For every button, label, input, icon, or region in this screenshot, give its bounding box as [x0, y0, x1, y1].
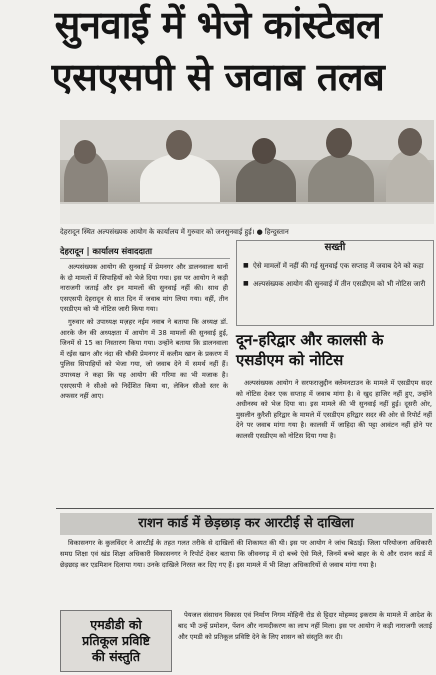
- ration-story-body: [60, 538, 432, 571]
- section-divider: [56, 508, 434, 509]
- headline-line-2: एसएसपी से जवाब तलब: [51, 55, 385, 99]
- sdm-notice-paragraph: अल्पसंख्यक आयोग ने सरफराजुद्दीन क्लेमनटाउन के मामले में एसडीएम सदर को नोटिस देकर एक सप्ताह में जवाब मांगा है। वे खुद हाजिर नहीं हुए, उन्होंने अधीनस्थ को भेज दिया था। इस मामले की भी सुनवाई नहीं हुई। दूसरी ओर, मुसलीन कुरैशी हरिद्वार के मामले में एसडीएम हरिद्वार सदर की ओर से रिपोर्ट नहीं देने पर जवाब मांगा गया है। कालसी में जाहिदा की पट्टा आवंटन नहीं होने पर कालसी एसडीएम को नोटिस दिया गया है।: [236, 379, 432, 440]
- main-story-body: [60, 262, 228, 404]
- photo-head: [166, 130, 192, 160]
- dateline: देहरादून | कार्यालय संवाददाता: [60, 244, 230, 259]
- ration-headline-band: [60, 513, 432, 535]
- photo-head: [326, 128, 352, 158]
- sdm-notice-body: [236, 378, 432, 442]
- photo-caption: देहरादून स्थित अल्पसंख्यक आयोग के कार्यालय में गुरुवार को जनसुनवाई हुई। ● हिन्दुस्तान: [60, 228, 289, 236]
- photo-head: [252, 138, 276, 164]
- main-story-paragraph: अल्पसंख्यक आयोग की सुनवाई में प्रेमनगर और डालनवाला थानों के दो मामलों में सिपाहियों को भेजे दिया गया। इस पर आयोग ने कड़ी नाराजगी जताई और इन मामलों की सुनवाई नहीं की। साथ ही एसएसपी देहरादून से सात दिन में जवाब मांग लिया गया। वहीं, तीन एसडीएम को भी नोटिस जारी किया गया।: [60, 263, 228, 314]
- mdda-headline-line: एमडीडी को: [90, 617, 142, 632]
- sakhti-bullet: ■ ऐसे मामलों में नहीं की गई सुनवाई एक सप्ताह में जवाब देने को कहा: [243, 261, 427, 271]
- mdda-story-body: [178, 610, 432, 643]
- mdda-headline-line: प्रतिकूल प्रविष्टि: [82, 633, 150, 648]
- sakhti-title: सख्ती: [324, 242, 346, 253]
- photo-head: [74, 140, 96, 164]
- sakhti-bullet: ■ अल्पसंख्यक आयोग की सुनवाई में तीन एसडीएम को भी नोटिस जारी: [243, 279, 427, 289]
- photo-head: [398, 128, 422, 156]
- ration-story-paragraph: विकासनगर के कुलविंदर ने आरटीई के तहत गलत तरीके से दाखिलों की शिकायत की थी। इस पर आयोग ने जांच बिठाई। जिला परियोजना अधिकारी समग्र शिक्षा एवं खंड शिक्षा अधिकारी विकासनगर ने रिपोर्ट देकर बताया कि जीवनगढ़ में दो बच्चे ऐसे मिले, जिनमें बच्चे बाहर के थे और राशन कार्ड में छेड़छाड़ कर एडमिशन दिलाया गया। उनके दाखिले निरस्त कर दिए गए हैं। इस मामले में भी शिक्षा अधिकारियों से जवाब मांगा गया है।: [60, 539, 432, 569]
- mdda-headline-line: की संस्तुति: [92, 649, 140, 664]
- photo-table: [60, 202, 434, 224]
- sakhti-box: [236, 240, 434, 326]
- mdda-headline-box: [60, 610, 172, 672]
- main-story-paragraph: गुरुवार को उपाध्यक्ष मज़हर नईम नवाब ने बताया कि अध्यक्ष डॉ. आरके जैन की अध्यक्षता में आयोग में 38 मामलों की सुनवाई हुई, जिनमें से 15 का निस्तारण किया गया। उन्होंने बताया कि डालनवाला में रईस खान और नंदा की चौकी प्रेमनगर में कलीम खान के प्रकरण में पुलिस सिपाहियों को भेजा गया, जो जवाब देने में समर्थ नहीं हैं। उपाध्यक्ष ने कहा कि यह आयोग की गरिमा का भी मजाक है। एसएसपी ने सीओ को निर्देशित किया था, लेकिन सीओ स्तर के अफसर नहीं आए।: [60, 317, 228, 401]
- news-photo: [60, 120, 434, 224]
- headline-line-1: सुनवाई में भेजे कांस्टेबल: [54, 3, 382, 47]
- mdda-story-paragraph: पेयजल संसाधन विकास एवं निर्माण निगम मोहिनी रोड से ट्टिदार मोहम्मद इकराम के मामले में आदेश के बाद भी उन्हें प्रमोशन, पेंशन और नामदीकरण का लाभ नहीं मिला। इस पर आयोग ने कड़ी नाराजगी जताई और एमडी को प्रतिकूल प्रविष्टि देने के लिए शासन को संस्तुति कर दी।: [178, 611, 432, 641]
- sakhti-bullets: [243, 261, 427, 297]
- sdm-notice-headline: दून-हरिद्वार और कालसी के एसडीएम को नोटिस: [236, 331, 384, 369]
- ration-headline: राशन कार्ड में छेड़छाड़ कर आरटीई से दाखिला: [138, 516, 354, 531]
- photo-wall: [60, 120, 434, 160]
- photo-person: [386, 150, 434, 210]
- mdda-headline: [82, 617, 150, 665]
